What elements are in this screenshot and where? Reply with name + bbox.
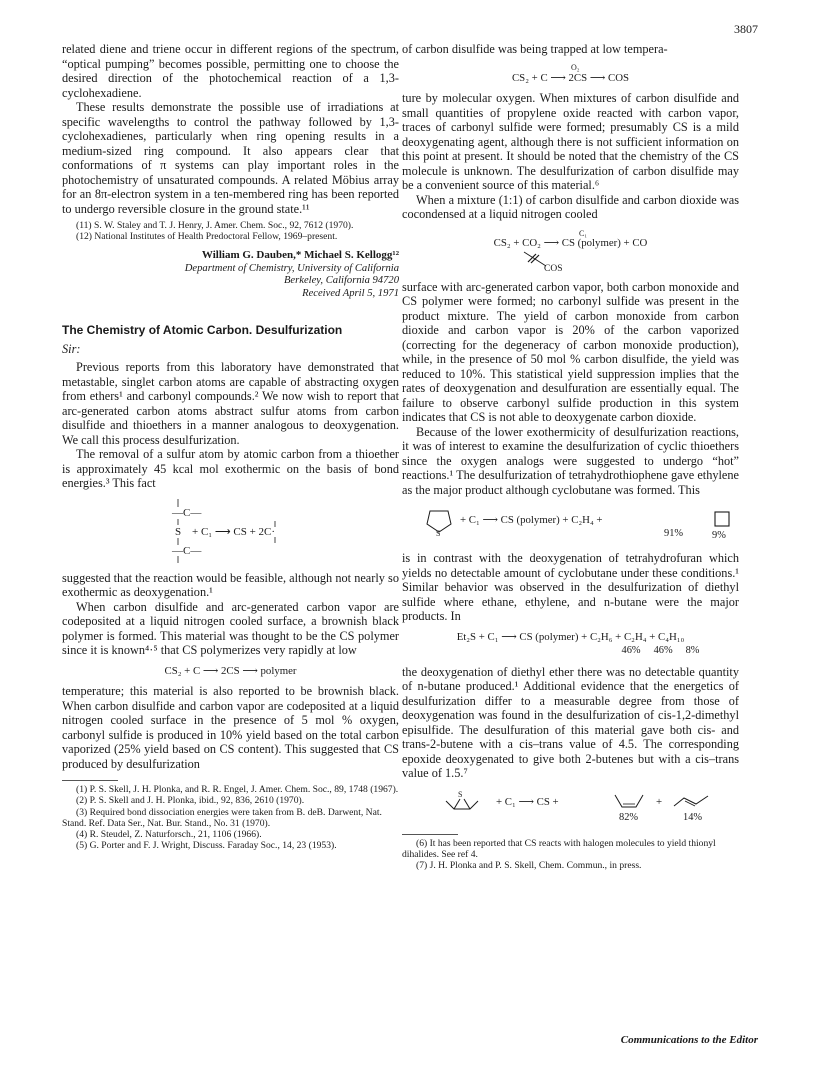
paragraph: These results demonstrate the possible use of irradiations at specific wavelengths to control the pathway followed by 1,3-cyclohexadienes, particularly when ring opening results in a medium-sized ring compound. It also appears clear that conformations of π systems can play important roles in the photochemistry of unsaturated compounds. A related Möbius array for an 8π-electron system in a ten-membered ring has been reported to undergo reversible closure in the ground state.¹¹ bbox=[62, 100, 399, 216]
author-line: William G. Dauben,* Michael S. Kellogg¹² bbox=[201, 249, 399, 262]
affiliation-location: Berkeley, California 94720 bbox=[283, 275, 399, 287]
equation-tetrahydrothiophene bbox=[402, 503, 739, 545]
paragraph: the deoxygenation of diethyl ether there was no detectable quantity of n-butane produced.¹ Additional evidence that the energetics of desulfurization differ to a measurable degree from those of deoxygenation was found in the desulfurization of cis-1,2-dimethyl episulfide. The desulfuration of this material gave both cis- and trans-2-butene with a cis–trans value of 4.5. The corresponding epoxide deoxygenated to give both 2-butenes but with a cis–trans value of 1.5.⁷ bbox=[402, 664, 739, 780]
right-column bbox=[402, 42, 739, 871]
paragraph: surface with arc-generated carbon vapor, both carbon monoxide and CS polymer were formed; no carbonyl sulfide was present in the product mixture. The yield of carbon monoxide from carbon dioxide and carbon vapor is 20% of the carbon vaporized (correcting for the degeneracy of carbon monoxide production), while, in the presence of 50 mol % carbon disulfide, the yield was reduced to 10%. This statistical yield suppression implies that the rates of deoxygenation and desulfuration are essentially equal. The failure to observe carbonyl sulfide production in this system indicates that CS is not able to deoxygenate carbon dioxide. bbox=[402, 279, 739, 424]
footnote-divider bbox=[62, 780, 118, 781]
cyclobutane-icon bbox=[713, 510, 731, 528]
reagent-label: O₂ bbox=[571, 62, 580, 72]
paragraph: is in contrast with the deoxygenation of tetrahydrofuran which yields no detectable amount of cyclobutane under these conditions.¹ Similar behavior was observed in the desulfurization of diethyl sulfide where ethane, ethylene, and n-butane were the major products. In bbox=[402, 551, 739, 623]
svg-text:—C—: —C— bbox=[171, 506, 201, 519]
affiliation-department: Department of Chemistry, University of California bbox=[184, 262, 399, 274]
yield-ethylene: 91% bbox=[664, 528, 684, 539]
footnote-12: (12) National Institutes of Health Predoctoral Fellow, 1969–present. bbox=[76, 231, 338, 243]
equation-text: CS₂ + CO₂ ⟶ CS (polymer) + CO bbox=[493, 236, 648, 249]
cis-butene-icon bbox=[612, 791, 646, 811]
paragraph: related diene and triene occur in different regions of the spectrum, “optical pumping” becomes possible, permitting one to choose the desired direction of the photochemical reaction of a 1,3-cyclohexadiene. bbox=[62, 42, 399, 100]
page-number: 3807 bbox=[734, 22, 758, 36]
svg-text:S: S bbox=[458, 789, 463, 799]
paragraph: suggested that the reaction would be feasible, although not nearly so exothermic as deoxygenation.¹ bbox=[62, 570, 399, 600]
paragraph: Previous reports from this laboratory have demonstrated that metastable, singlet carbon atoms are capable of abstracting oxygen from ethers¹ and carbonyl compounds.² We now wish to report that arc-generated carbon atoms abstract sulfur atoms from carbon disulfide and thioethers in a manner analogous to deoxygenation. We call this process desulfurization. bbox=[62, 360, 399, 447]
reference-1: (1) P. S. Skell, J. H. Plonka, and R. R. Engel, J. Amer. Chem. Soc., 89, 1748 (1967). bbox=[76, 784, 399, 796]
left-column bbox=[62, 42, 399, 851]
reference-5: (5) G. Porter and F. J. Wright, Discuss. Faraday Soc., 14, 23 (1953). bbox=[76, 840, 337, 852]
thiolane-ring-icon bbox=[424, 507, 454, 537]
paragraph: temperature; this material is also reported to be brownish black. When carbon disulfide and carbon vapor are codeposited at a liquid nitrogen cooled surface in the presence of 5 mol % oxygen, carbonyl sulfide is produced in 10% yield based on the total carbon vaporized (25% yield based on CS content). This suggested that CS produced by desulfurization bbox=[62, 684, 399, 771]
equation-text: + C₁ ⟶ CS + bbox=[496, 795, 559, 808]
equation-text: CS₂ + C ⟶ 2CS ⟶ COS bbox=[511, 71, 630, 84]
received-date: Received April 5, 1971 bbox=[302, 287, 399, 299]
paragraph: When a mixture (1:1) of carbon disulfide and carbon dioxide was cocondensed at a liquid nitrogen cooled bbox=[402, 192, 739, 221]
equation-cs-polymer: CS₂ + C ⟶ 2CS ⟶ polymer bbox=[164, 664, 297, 677]
reference-4: (4) R. Steudel, Z. Naturforsch., 21, 1106 (1966). bbox=[76, 828, 262, 840]
thioether-equation-structure bbox=[62, 497, 399, 565]
paragraph: ture by molecular oxygen. When mixtures of carbon disulfide and small quantities of propylene oxide reacted with carbon vapor, traces of carbonyl sulfide were formed; presumably CS is a mild deoxygenating agent, although there is not sufficient information on this point at present. It should be noted that the chemistry of the CS molecule is unknown. The desulfurization of carbon disulfide may be a convenient source of this material.⁶ bbox=[402, 91, 739, 192]
paragraph: Because of the lower exothermicity of desulfurization reactions, it was of interest to examine the desulfurization of cyclic thioethers since the oxygen analogs were suggested to undergo “hot” reactions.¹ The desulfurization of tetrahydrothiophene gave ethylene as the major product although cyclobutane was formed. This bbox=[402, 424, 739, 497]
equation-co2 bbox=[402, 228, 739, 274]
trans-butene-icon bbox=[672, 792, 710, 810]
footnote-7: (7) J. H. Plonka and P. S. Skell, Chem. Commun., in press. bbox=[416, 859, 642, 871]
reference-3: (3) Required bond dissociation energies were taken from B. deB. Darwent, Nat. Stand. Ref. Data Ser., Nat. Bur. Stand., No. 31 (1970). bbox=[62, 806, 382, 829]
yield-trans: 14% bbox=[683, 811, 703, 823]
reference-2: (2) P. S. Skell and J. H. Plonka, ibid., 92, 836, 2610 (1970). bbox=[76, 795, 305, 807]
article-title: The Chemistry of Atomic Carbon. Desulfurization bbox=[62, 323, 343, 338]
journal-section-footer: Communications to the Editor bbox=[620, 1034, 758, 1046]
equation-episulfide: S + C₁ ⟶ CS + + 82% 14% bbox=[402, 787, 739, 825]
salutation: Sir: bbox=[62, 341, 81, 356]
svg-text:—C—: —C— bbox=[171, 544, 201, 557]
equation-text: Et₂S + C₁ ⟶ CS (polymer) + C₂H₆ + C₂H₄ + C₄H₁₀ bbox=[456, 630, 685, 643]
paragraph: The removal of a sulfur atom by atomic carbon from a thioether is approximately 45 kcal mol exothermic on the basis of bond energies.³ This fact bbox=[62, 447, 399, 491]
svg-text:S: S bbox=[174, 525, 181, 538]
reagent-label: C₁ bbox=[579, 228, 588, 238]
paragraph: of carbon disulfide was being trapped at low tempera- bbox=[402, 42, 668, 56]
svg-text:+ C₁ ⟶ CS + 2C·: + C₁ ⟶ CS + 2C· bbox=[191, 525, 275, 538]
paragraph: When carbon disulfide and arc-generated carbon vapor are codeposited at a liquid nitrogen cooled surface, a brownish black polymer is formed. This material was thought to be the CS polymer since it is known⁴·⁵ that CS polymerizes very rapidly at low bbox=[62, 599, 399, 658]
yield-cis: 82% bbox=[619, 811, 639, 823]
equation-cos bbox=[402, 63, 739, 86]
equation-yields: 46% 46% 8% bbox=[621, 645, 700, 656]
svg-text:S: S bbox=[436, 529, 441, 537]
yield-cyclobutane: 9% bbox=[712, 530, 726, 541]
equation-diethyl-sulfide bbox=[402, 630, 739, 659]
footnote-6: (6) It has been reported that CS reacts with halogen molecules to yield thionyl dihalides. See ref 4. bbox=[402, 837, 716, 860]
footnote-11: (11) S. W. Staley and T. J. Henry, J. Amer. Chem. Soc., 92, 7612 (1970). bbox=[76, 220, 354, 231]
footnote-divider bbox=[402, 834, 458, 835]
equation-text: + C₁ ⟶ CS (polymer) + C₂H₄ + bbox=[460, 514, 603, 526]
episulfide-icon bbox=[442, 789, 482, 813]
product-label: COS bbox=[544, 263, 563, 274]
